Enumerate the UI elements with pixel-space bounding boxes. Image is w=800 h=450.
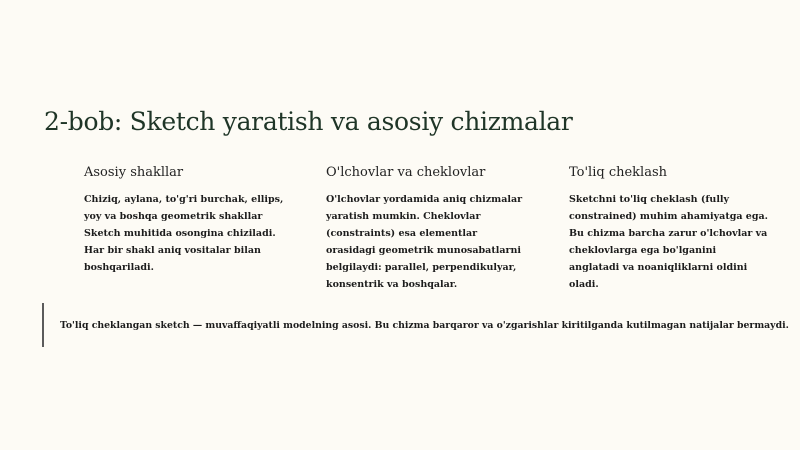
quote-bar — [42, 303, 44, 347]
column-heading: O'lchovlar va cheklovlar — [326, 165, 486, 180]
column-body: Sketchni to'liq cheklash (fully constrained) muhim ahamiyatga ega. Bu chizma barcha zarur o'lchovlar va cheklovlarga ega bo'lganini anglatadi va noaniqliklarni oldini oladi. — [569, 194, 768, 290]
column-dimensions-constraints — [326, 165, 526, 293]
column-body: O'lchovlar yordamida aniq chizmalar yaratish mumkin. Cheklovlar (constraints) esa elementlar orasidagi geometrik munosabatlarni belgilaydi: parallel, perpendikulyar, konsentrik va boshqalar. — [326, 194, 523, 290]
column-heading: Asosiy shakllar — [84, 165, 184, 180]
column-heading: To'liq cheklash — [569, 165, 668, 180]
column-full-constraint — [569, 165, 769, 293]
column-basic-shapes — [84, 165, 284, 276]
quote-text: To'liq cheklangan sketch — muvaffaqiyatli modelning asosi. Bu chizma barqaror va o'zgarishlar kiritilganda kutilmagan natijalar bermaydi. — [60, 320, 789, 331]
column-body: Chiziq, aylana, to'g'ri burchak, ellips, yoy va boshqa geometrik shakllar Sketch muhitida osongina chiziladi. Har bir shakl aniq vositalar bilan boshqariladi. — [84, 194, 284, 273]
slide-title: 2-bob: Sketch yaratish va asosiy chizmalar — [44, 107, 573, 136]
quote-block — [42, 303, 789, 347]
